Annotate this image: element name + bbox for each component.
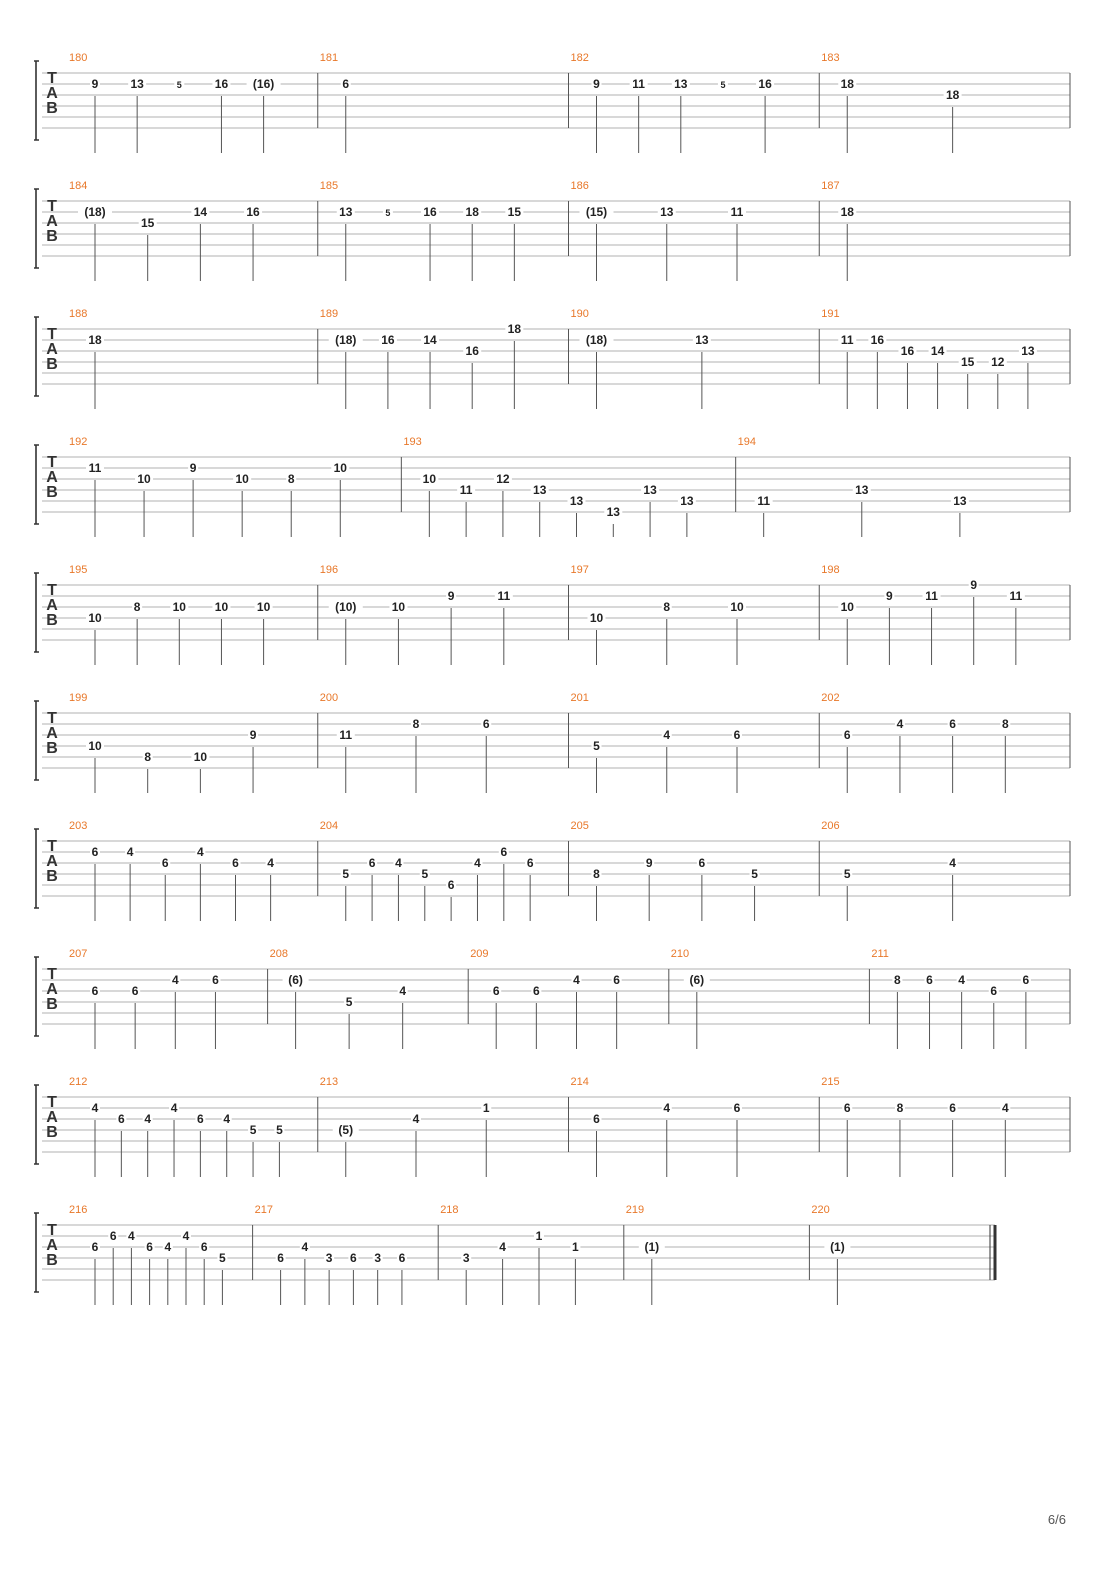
fret-number: 8 <box>1001 717 1009 731</box>
fret-number: 4 <box>896 717 904 731</box>
fret-number: 10 <box>88 611 102 625</box>
fret-number: 10 <box>333 461 347 475</box>
fret-number: 11 <box>88 461 102 475</box>
fret-number: 5 <box>751 867 758 881</box>
tab-clef-letter: A <box>46 341 58 358</box>
tab-clef-letter: A <box>46 1237 58 1254</box>
fret-number: 10 <box>193 750 208 764</box>
measure-number: 188 <box>69 308 88 320</box>
fret-number: 6 <box>526 856 534 870</box>
fret-number: (16) <box>252 77 275 91</box>
system-bracket <box>34 445 39 524</box>
tab-clef-letter: B <box>46 1252 58 1269</box>
fret-number: 8 <box>133 600 141 614</box>
fret-number: 16 <box>900 344 915 358</box>
fret-number: 11 <box>840 333 854 347</box>
fret-number: 14 <box>193 205 208 219</box>
tab-clef-letter: B <box>46 740 58 757</box>
measure-number: 218 <box>440 1204 459 1216</box>
fret-number: 16 <box>246 205 260 219</box>
fret-number: 13 <box>130 77 144 91</box>
tab-clef-letter: B <box>46 484 58 501</box>
fret-number: 6 <box>733 728 741 742</box>
fret-number: 3 <box>374 1251 382 1265</box>
fret-number: 4 <box>128 1229 135 1243</box>
fret-number: 8 <box>412 717 420 731</box>
fret-number: 4 <box>499 1240 506 1254</box>
fret-number: 18 <box>507 322 522 336</box>
fret-number: (10) <box>335 600 357 614</box>
measure-number: 181 <box>319 52 339 64</box>
system-bracket <box>34 957 39 1036</box>
fret-number: 10 <box>172 600 186 614</box>
tab-clef-letter: A <box>46 981 58 998</box>
tab-clef-letter: A <box>46 725 58 742</box>
fret-number: 6 <box>212 973 219 987</box>
fret-number: 13 <box>953 494 967 508</box>
fret-number: 4 <box>395 856 402 870</box>
fret-number: 6 <box>146 1240 153 1254</box>
fret-number: 13 <box>339 205 353 219</box>
fret-number: 18 <box>840 77 854 91</box>
fret-number: (18) <box>335 333 357 347</box>
fret-number: 6 <box>482 717 490 731</box>
tab-clef-letter: T <box>47 198 57 215</box>
tab-clef-letter: A <box>46 85 58 102</box>
fret-number: 8 <box>144 750 152 764</box>
fret-number: 18 <box>88 333 102 347</box>
fret-number: (6) <box>288 973 303 987</box>
fret-number: 13 <box>695 333 709 347</box>
fret-number: (18) <box>585 333 608 347</box>
fret-number: 6 <box>398 1251 406 1265</box>
tab-clef-letter: T <box>47 838 57 855</box>
fret-number: 14 <box>930 344 945 358</box>
fret-number: 4 <box>170 1101 178 1115</box>
fret-number: 5 <box>276 1123 283 1137</box>
fret-number: 6 <box>197 1112 204 1126</box>
measure-number: 191 <box>821 308 840 320</box>
fret-number: 13 <box>643 483 657 497</box>
fret-number: 10 <box>235 472 249 486</box>
fret-number: 6 <box>131 984 139 998</box>
system-bracket <box>34 189 39 268</box>
measure-number: 217 <box>254 1204 273 1216</box>
fret-number: 11 <box>497 589 511 603</box>
fret-number: 6 <box>949 1101 956 1115</box>
fret-number: 6 <box>342 77 350 91</box>
fret-number: 8 <box>287 472 295 486</box>
fret-number: 6 <box>200 1240 208 1254</box>
fret-number: 6 <box>843 1101 851 1115</box>
tab-clef-letter: A <box>46 1109 58 1126</box>
fret-number: (1) <box>830 1240 845 1254</box>
measure-number: 192 <box>69 436 88 448</box>
fret-number: 9 <box>970 578 978 592</box>
fret-number: 6 <box>350 1251 357 1265</box>
fret-number: 4 <box>412 1112 420 1126</box>
fret-number: 11 <box>757 494 771 508</box>
fret-number: 5 <box>345 995 353 1009</box>
fret-number: 1 <box>535 1229 543 1243</box>
system-bracket <box>34 317 39 396</box>
fret-number: (1) <box>644 1240 660 1254</box>
fret-number: 18 <box>945 88 960 102</box>
fret-number: 10 <box>589 611 604 625</box>
tab-clef-letter: B <box>46 356 58 373</box>
fret-number: 5 <box>593 739 600 753</box>
tab-clef-letter: A <box>46 469 58 486</box>
grace-fret-number: 5 <box>176 80 182 90</box>
fret-number: 10 <box>730 600 744 614</box>
fret-number: 9 <box>593 77 600 91</box>
fret-number: 6 <box>118 1112 125 1126</box>
fret-number: 6 <box>733 1101 741 1115</box>
fret-number: 4 <box>663 728 671 742</box>
measure-number: 210 <box>670 948 690 960</box>
fret-number: 6 <box>161 856 169 870</box>
fret-number: 4 <box>399 984 407 998</box>
measure-number: 215 <box>821 1076 840 1088</box>
tab-clef-letter: T <box>47 582 57 599</box>
fret-number: 4 <box>126 845 134 859</box>
fret-number: 13 <box>855 483 869 497</box>
fret-number: 4 <box>267 856 274 870</box>
fret-number: 6 <box>949 717 956 731</box>
fret-number: 4 <box>663 1101 671 1115</box>
measure-number: 182 <box>570 52 589 64</box>
measure-number: 203 <box>69 820 88 832</box>
measure-number: 220 <box>811 1204 830 1216</box>
tab-clef-letter: A <box>46 597 58 614</box>
measure-number: 209 <box>470 948 489 960</box>
fret-number: 9 <box>189 461 197 475</box>
fret-number: 4 <box>171 973 179 987</box>
measure-number: 207 <box>69 948 88 960</box>
measure-number: 204 <box>319 820 339 832</box>
fret-number: 6 <box>91 984 99 998</box>
fret-number: 6 <box>926 973 933 987</box>
fret-number: 13 <box>660 205 674 219</box>
fret-number: 10 <box>391 600 406 614</box>
fret-number: 13 <box>533 483 547 497</box>
tab-clef-letter: B <box>46 868 58 885</box>
fret-number: 11 <box>925 589 938 603</box>
fret-number: 5 <box>249 1123 257 1137</box>
measure-number: 193 <box>403 436 422 448</box>
grace-fret-number: 5 <box>720 80 726 90</box>
fret-number: 10 <box>137 472 151 486</box>
tab-clef-letter: A <box>46 853 58 870</box>
tab-clef-letter: B <box>46 228 58 245</box>
fret-number: 6 <box>500 845 508 859</box>
fret-number: 5 <box>342 867 350 881</box>
fret-number: 16 <box>214 77 229 91</box>
fret-number: 1 <box>482 1101 490 1115</box>
tab-clef-letter: T <box>47 710 57 727</box>
fret-number: 8 <box>593 867 600 881</box>
tab-clef-letter: A <box>46 213 58 230</box>
fret-number: 16 <box>870 333 885 347</box>
fret-number: 12 <box>496 472 510 486</box>
fret-number: 13 <box>1021 344 1035 358</box>
fret-number: 6 <box>277 1251 284 1265</box>
measure-number: 206 <box>821 820 840 832</box>
fret-number: 9 <box>886 589 893 603</box>
tab-clef-letter: T <box>47 70 57 87</box>
fret-number: 4 <box>958 973 965 987</box>
fret-number: 4 <box>144 1112 152 1126</box>
fret-number: 13 <box>606 505 620 519</box>
fret-number: (15) <box>585 205 608 219</box>
measure-number: 208 <box>269 948 288 960</box>
fret-number: 14 <box>423 333 437 347</box>
fret-number: 6 <box>698 856 706 870</box>
fret-number: 6 <box>447 878 455 892</box>
fret-number: 9 <box>91 77 99 91</box>
fret-number: 8 <box>663 600 671 614</box>
fret-number: 4 <box>1001 1101 1009 1115</box>
fret-number: 15 <box>141 216 155 230</box>
page-number: 6/6 <box>1047 1512 1066 1527</box>
tab-clef-letter: T <box>47 326 57 343</box>
fret-number: 6 <box>91 845 99 859</box>
measure-number: 200 <box>319 692 339 704</box>
fret-number: (18) <box>84 205 106 219</box>
measure-number: 205 <box>570 820 589 832</box>
fret-number: 15 <box>507 205 522 219</box>
tab-clef-letter: B <box>46 100 58 117</box>
system-bracket <box>34 573 39 652</box>
measure-number: 196 <box>319 564 339 576</box>
measure-number: 216 <box>69 1204 88 1216</box>
fret-number: 12 <box>991 355 1005 369</box>
fret-number: 6 <box>91 1240 99 1254</box>
fret-number: 5 <box>843 867 851 881</box>
fret-number: 16 <box>758 77 772 91</box>
fret-number: (5) <box>338 1123 354 1137</box>
fret-number: 6 <box>368 856 376 870</box>
tab-clef-letter: T <box>47 454 57 471</box>
fret-number: 6 <box>533 984 540 998</box>
measure-number: 195 <box>69 564 88 576</box>
measure-number: 198 <box>821 564 840 576</box>
fret-number: 10 <box>256 600 271 614</box>
measure-number: 180 <box>69 52 88 64</box>
system-bracket <box>34 829 39 908</box>
fret-number: (6) <box>689 973 705 987</box>
fret-number: 3 <box>462 1251 470 1265</box>
fret-number: 10 <box>214 600 229 614</box>
measure-number: 214 <box>570 1076 589 1088</box>
measure-number: 201 <box>570 692 589 704</box>
fret-number: 15 <box>960 355 975 369</box>
system-bracket <box>34 1213 39 1292</box>
fret-number: 9 <box>447 589 455 603</box>
fret-number: 11 <box>632 77 645 91</box>
system-bracket <box>34 1085 39 1164</box>
fret-number: 4 <box>164 1240 172 1254</box>
fret-number: 13 <box>680 494 694 508</box>
measure-number: 199 <box>69 692 88 704</box>
fret-number: 4 <box>301 1240 309 1254</box>
fret-number: 11 <box>459 483 473 497</box>
fret-number: 4 <box>197 845 204 859</box>
fret-number: 10 <box>840 600 854 614</box>
fret-number: 6 <box>990 984 998 998</box>
fret-number: 6 <box>1022 973 1030 987</box>
measure-number: 219 <box>625 1204 645 1216</box>
fret-number: 3 <box>325 1251 333 1265</box>
measure-number: 212 <box>69 1076 88 1088</box>
fret-number: 13 <box>569 494 584 508</box>
measure-number: 202 <box>821 692 840 704</box>
tab-clef-letter: T <box>47 966 57 983</box>
measure-number: 187 <box>821 180 840 192</box>
measure-number: 190 <box>570 308 589 320</box>
fret-number: 4 <box>949 856 956 870</box>
measure-number: 183 <box>821 52 840 64</box>
fret-number: 6 <box>109 1229 117 1243</box>
fret-number: 6 <box>613 973 620 987</box>
measure-number: 184 <box>69 180 88 192</box>
tab-clef-letter: T <box>47 1222 57 1239</box>
fret-number: 4 <box>91 1101 99 1115</box>
measure-number: 185 <box>319 180 339 192</box>
measure-number: 213 <box>319 1076 339 1088</box>
measure-number: 194 <box>737 436 757 448</box>
fret-number: 6 <box>593 1112 600 1126</box>
fret-number: 10 <box>422 472 437 486</box>
measure-number: 189 <box>319 308 339 320</box>
fret-number: 9 <box>249 728 257 742</box>
measure-number: 186 <box>570 180 589 192</box>
fret-number: 4 <box>573 973 580 987</box>
fret-number: 9 <box>645 856 653 870</box>
measure-number: 197 <box>570 564 589 576</box>
fret-number: 18 <box>840 205 854 219</box>
fret-number: 11 <box>1009 589 1023 603</box>
fret-number: 13 <box>674 77 688 91</box>
fret-number: 5 <box>219 1251 226 1265</box>
fret-number: 11 <box>339 728 353 742</box>
fret-number: 4 <box>182 1229 190 1243</box>
fret-number: 11 <box>730 205 744 219</box>
fret-number: 1 <box>572 1240 579 1254</box>
fret-number: 4 <box>474 856 481 870</box>
fret-number: 18 <box>465 205 479 219</box>
system-bracket <box>34 701 39 780</box>
grace-fret-number: 5 <box>385 208 391 218</box>
fret-number: 8 <box>894 973 901 987</box>
fret-number: 4 <box>223 1112 231 1126</box>
fret-number: 16 <box>423 205 437 219</box>
measure-number: 211 <box>871 948 889 960</box>
fret-number: 16 <box>465 344 479 358</box>
system-bracket <box>34 61 39 140</box>
tab-clef-letter: B <box>46 996 58 1013</box>
fret-number: 6 <box>843 728 851 742</box>
tab-clef-letter: T <box>47 1094 57 1111</box>
fret-number: 16 <box>381 333 395 347</box>
fret-number: 8 <box>896 1101 904 1115</box>
tab-clef-letter: B <box>46 1124 58 1141</box>
tab-clef-letter: B <box>46 612 58 629</box>
fret-number: 6 <box>232 856 239 870</box>
fret-number: 10 <box>88 739 102 753</box>
fret-number: 6 <box>492 984 500 998</box>
fret-number: 5 <box>421 867 429 881</box>
